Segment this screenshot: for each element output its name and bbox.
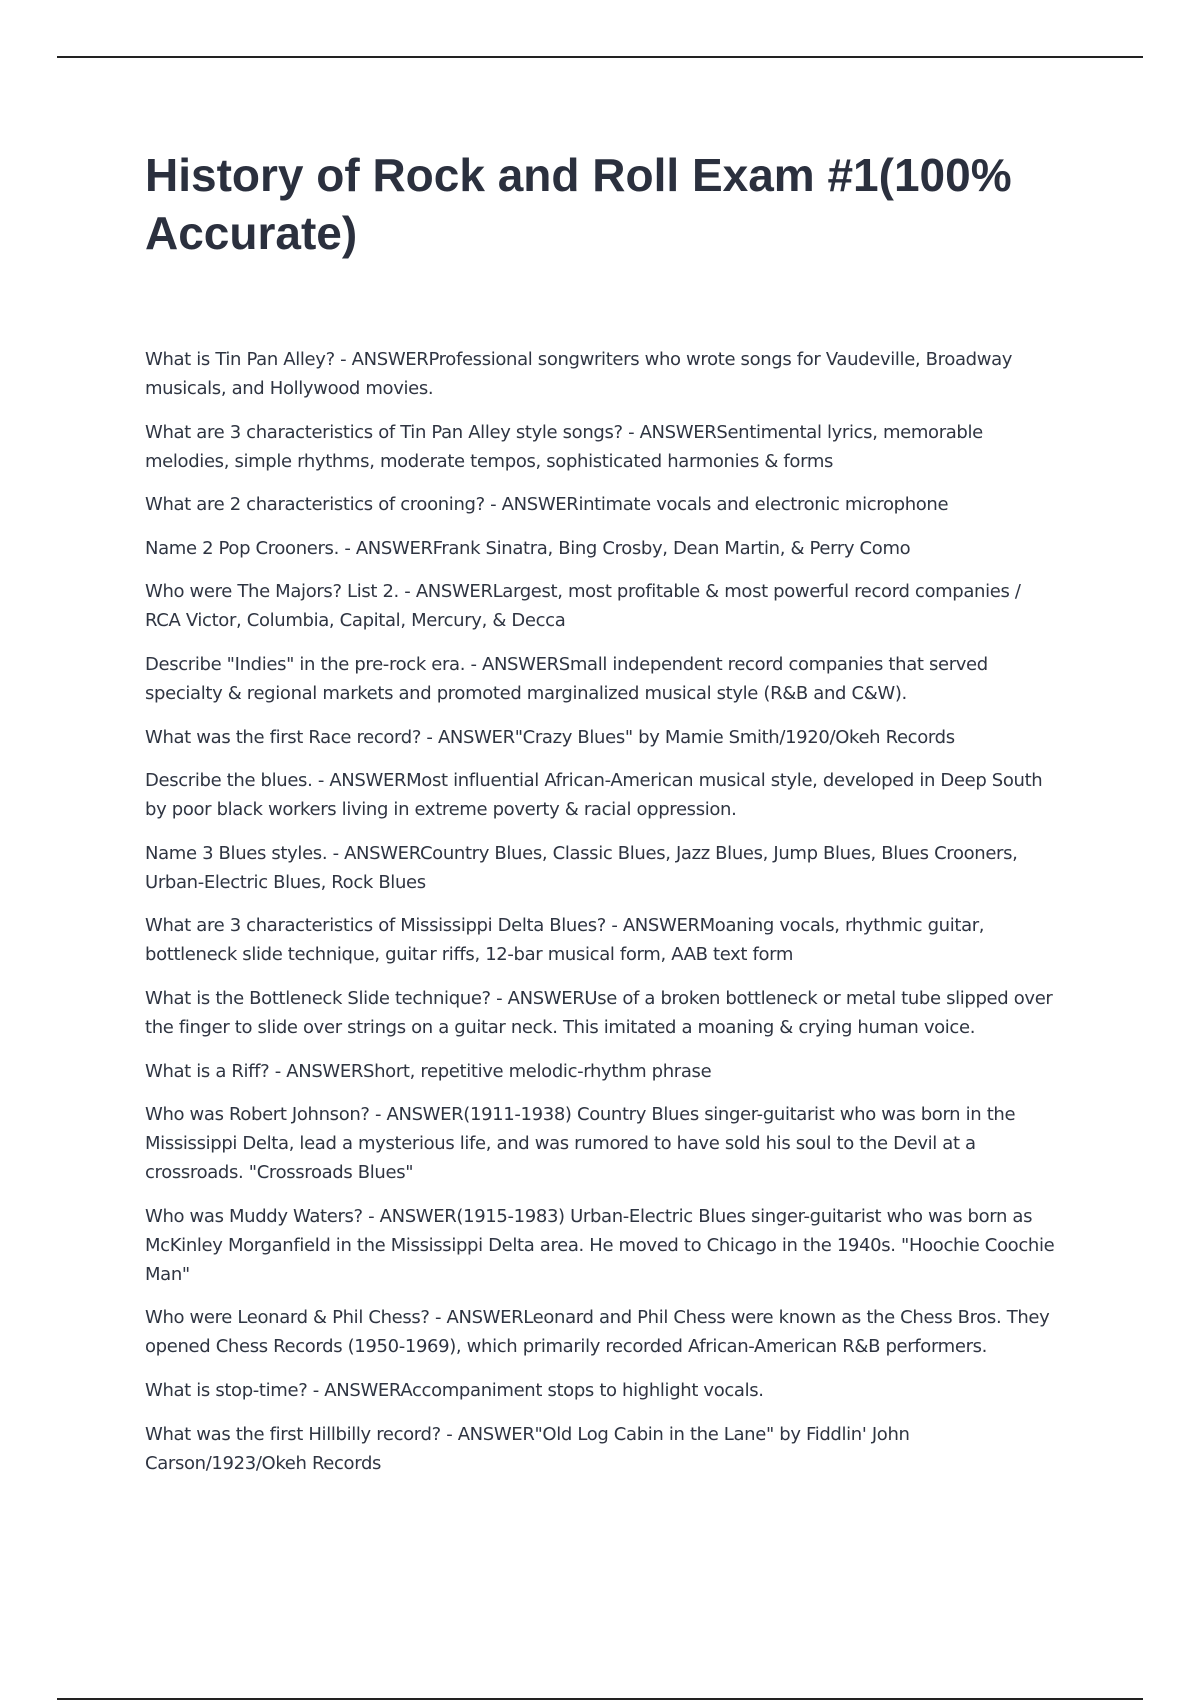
top-rule	[57, 56, 1143, 58]
qa-item: Name 3 Blues styles. - ANSWERCountry Blues, Classic Blues, Jazz Blues, Jump Blues, Blues Crooners, Urban-Electric Blues, Rock Blues	[145, 842, 1018, 893]
qa-item: What are 3 characteristics of Tin Pan Alley style songs? - ANSWERSentimental lyrics, memorable melodies, simple rhythms, moderate tempos, sophisticated harmonies & forms	[145, 421, 983, 472]
qa-item: What is stop-time? - ANSWERAccompaniment stops to highlight vocals.	[145, 1379, 764, 1401]
qa-item: What is the Bottleneck Slide technique? - ANSWERUse of a broken bottleneck or metal tube slipped over the finger to slide over strings on a guitar neck. This imitated a moaning & crying human voice.	[145, 987, 1053, 1038]
qa-item: What are 2 characteristics of crooning? - ANSWERintimate vocals and electronic microphone	[145, 494, 949, 516]
qa-item: Describe "Indies" in the pre-rock era. - ANSWERSmall independent record companies that served specialty & regional markets and promoted marginalized musical style (R&B and C&W).	[145, 653, 988, 704]
qa-item: What was the first Hillbilly record? - ANSWER"Old Log Cabin in the Lane" by Fiddlin' John Carson/1923/Okeh Records	[145, 1423, 910, 1474]
qa-item: What is a Riff? - ANSWERShort, repetitive melodic-rhythm phrase	[145, 1060, 712, 1082]
qa-item: Name 2 Pop Crooners. - ANSWERFrank Sinatra, Bing Crosby, Dean Martin, & Perry Como	[145, 537, 911, 559]
qa-item: What are 3 characteristics of Mississippi Delta Blues? - ANSWERMoaning vocals, rhythmic guitar, bottleneck slide technique, guitar riffs, 12-bar musical form, AAB text form	[145, 915, 985, 966]
qa-item: What was the first Race record? - ANSWER"Crazy Blues" by Mamie Smith/1920/Okeh Records	[145, 726, 955, 748]
qa-item: What is Tin Pan Alley? - ANSWERProfessional songwriters who wrote songs for Vaudeville, Broadway musicals, and Hollywood movies.	[145, 349, 1013, 399]
document-title: History of Rock and Roll Exam #1(100% Accurate)	[145, 149, 1012, 259]
qa-item: Describe the blues. - ANSWERMost influential African-American musical style, developed in Deep South by poor black workers living in extreme poverty & racial oppression.	[145, 770, 1043, 821]
qa-item: Who were The Majors? List 2. - ANSWERLargest, most profitable & most powerful record companies / RCA Victor, Columbia, Capital, Mercury, & Decca	[145, 581, 1021, 632]
qa-item: Who was Muddy Waters? - ANSWER(1915-1983) Urban-Electric Blues singer-guitarist who was born as McKinley Morganfield in the Mississippi Delta area. He moved to Chicago in the 1940s. "Hoochie Coochie Man"	[145, 1205, 1055, 1285]
qa-item: Who was Robert Johnson? - ANSWER(1911-1938) Country Blues singer-guitarist who was born in the Mississippi Delta, lead a mysterious life, and was rumored to have sold his soul to the Devil at a crossroads. "Crossroads Blues"	[145, 1104, 1016, 1184]
qa-item: Who were Leonard & Phil Chess? - ANSWERLeonard and Phil Chess were known as the Chess Bros. They opened Chess Records (1950-1969), which primarily recorded African-American R&B performers.	[145, 1307, 1050, 1358]
qa-list	[145, 345, 1060, 1492]
